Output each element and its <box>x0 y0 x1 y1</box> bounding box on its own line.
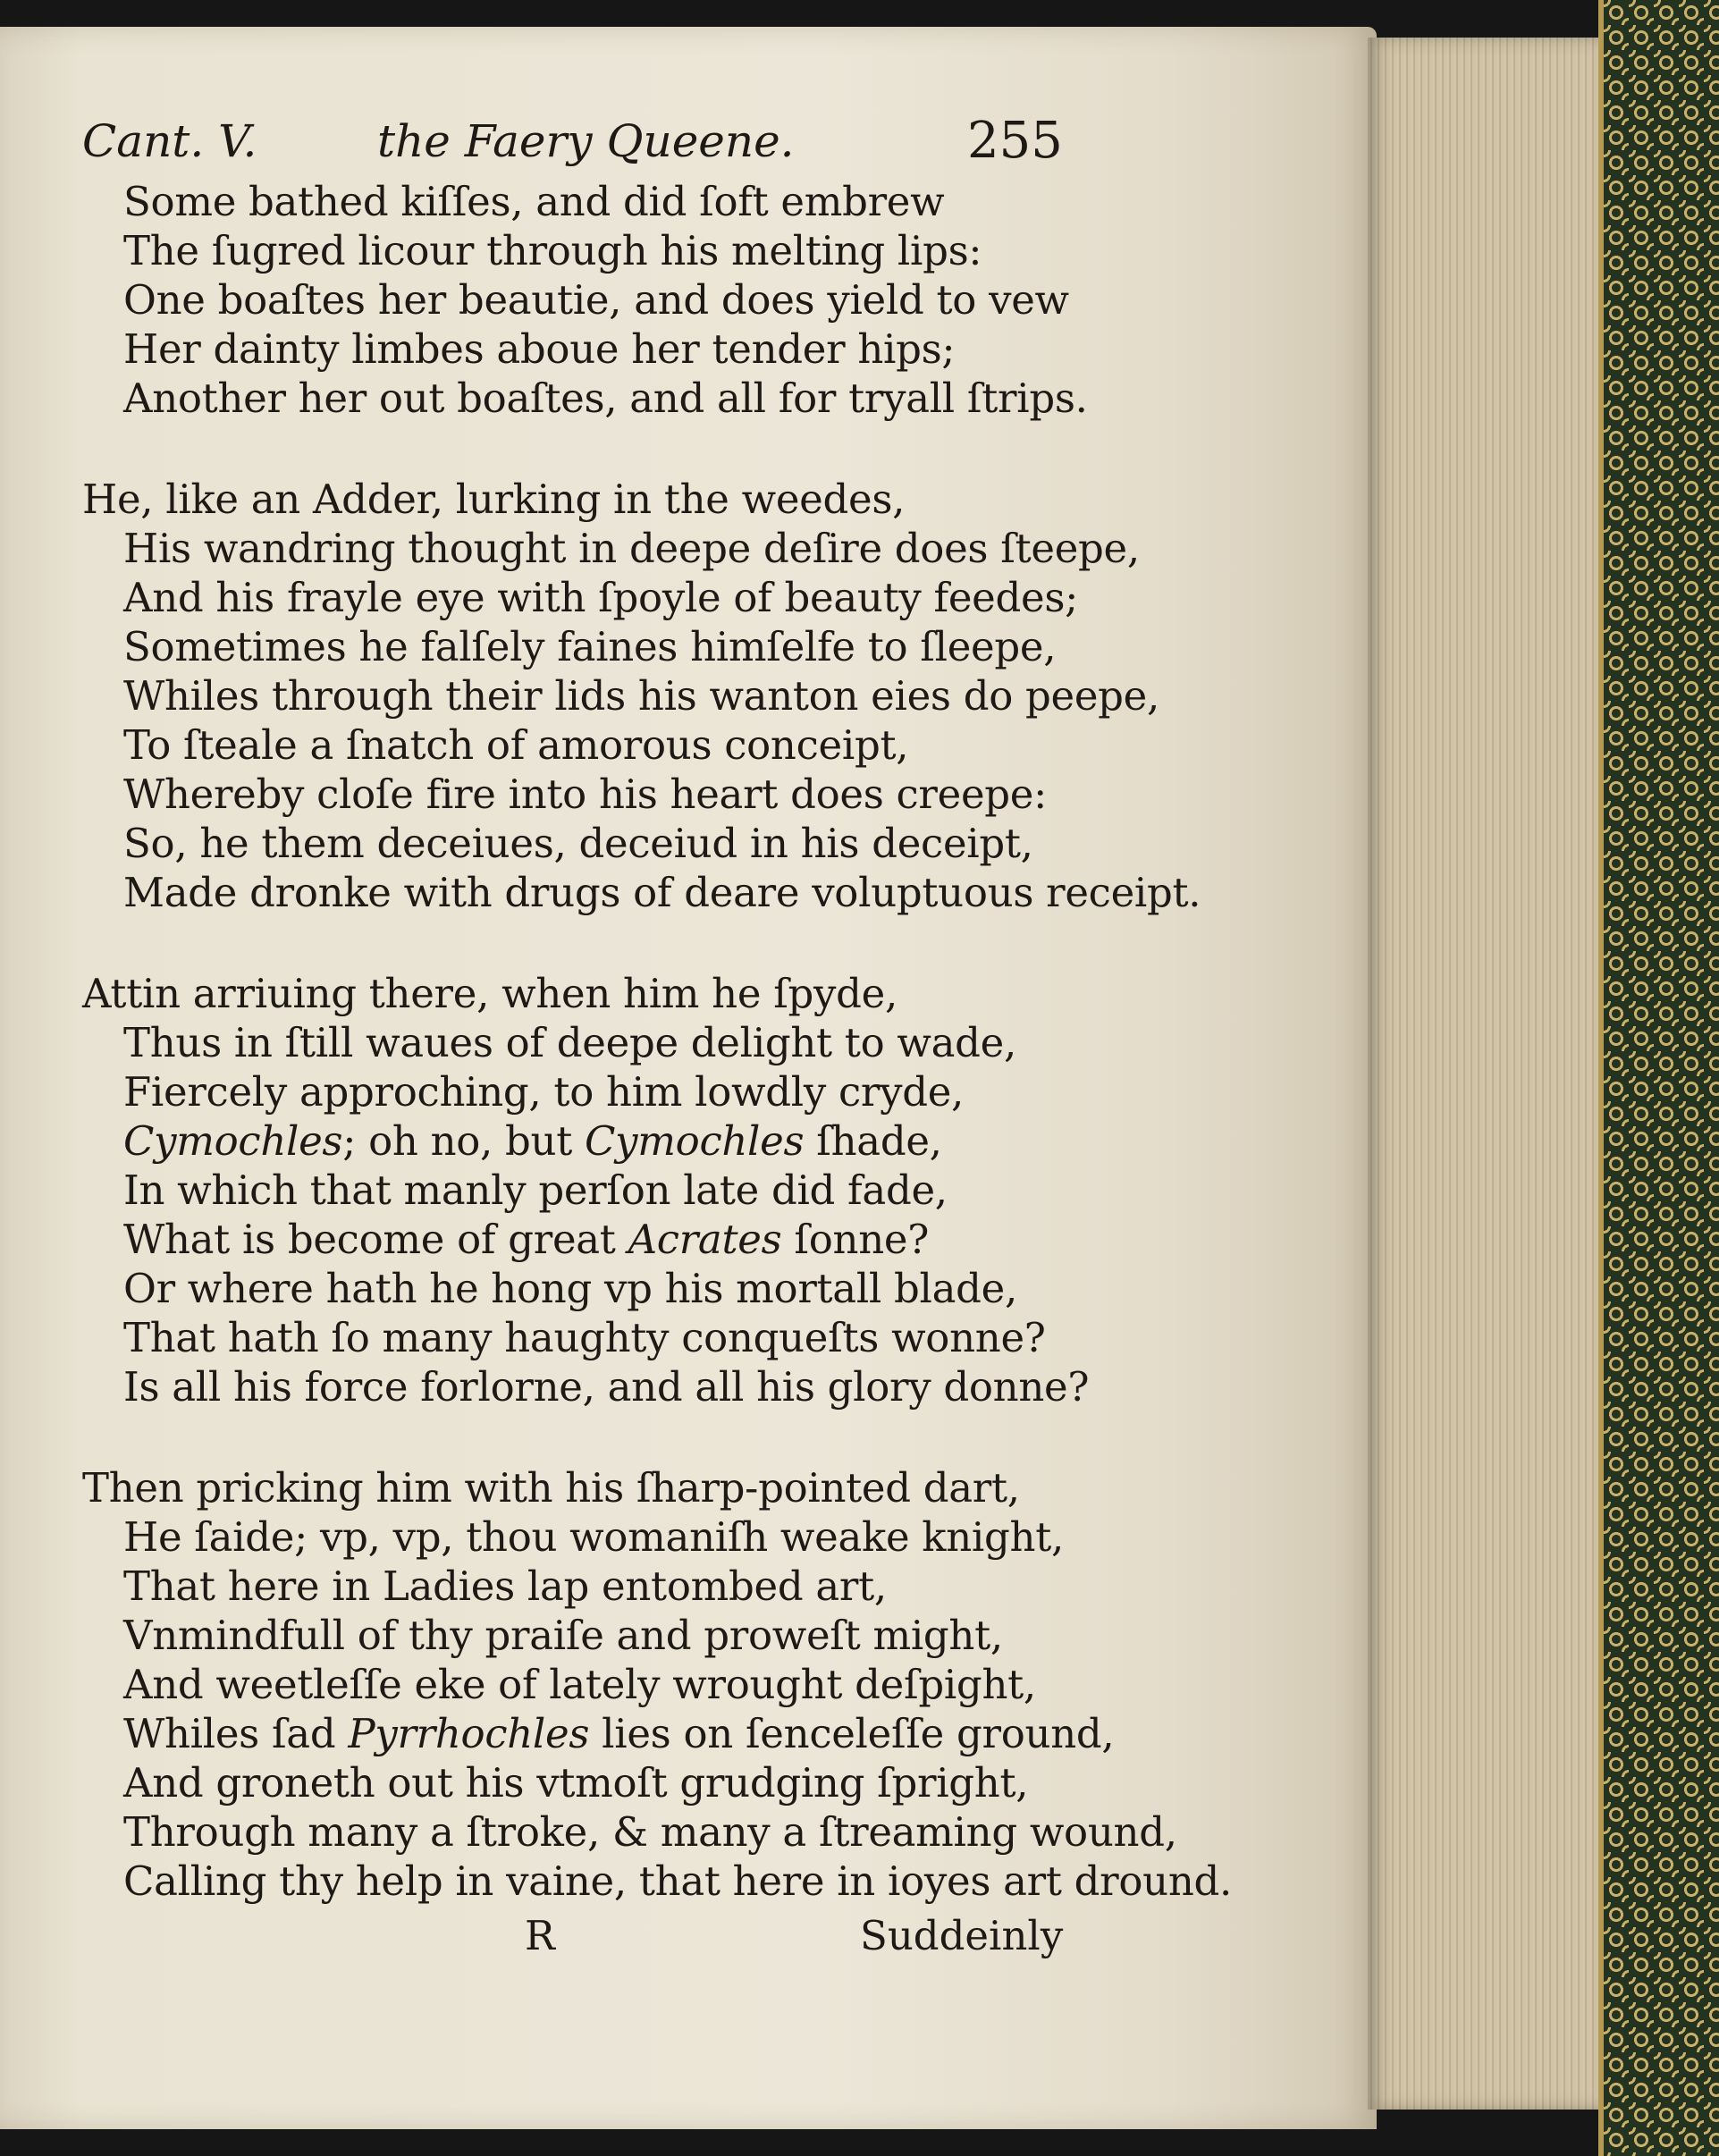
verse-line <box>82 720 1066 770</box>
italic-name: Cymochles <box>123 1117 343 1165</box>
verse-line <box>82 1166 1066 1215</box>
italic-name: Cymochles <box>585 1117 805 1165</box>
verse-line <box>82 671 1160 720</box>
page-block-edge <box>1368 38 1600 2110</box>
line-text: Whereby cloſe fire into his heart does creepe: <box>123 771 1047 818</box>
verse-line <box>82 1660 1066 1709</box>
page-footer <box>82 1909 1066 1963</box>
canto-label: Cant. V. <box>82 115 257 167</box>
verse-line <box>82 1611 1066 1660</box>
verse-line <box>82 374 1088 423</box>
line-text: Then pricking him with his ſharp-pointed dart, <box>82 1464 1020 1512</box>
running-title: the Faery Queene. <box>377 115 795 167</box>
line-text: Whiles through their lids his wanton eies do peepe, <box>123 672 1160 720</box>
line-text: Thus in ſtill waues of deepe delight to wade, <box>123 1019 1016 1066</box>
line-text: Calling thy help in vaine, that here in ioyes art dround. <box>123 1857 1233 1905</box>
verse-line <box>82 622 1066 671</box>
verse-line <box>82 1857 1233 1906</box>
verse-line <box>82 1709 1115 1758</box>
verse-line <box>82 1807 1177 1857</box>
line-text: Is all his force forlorne, and all his glory donne? <box>123 1363 1090 1411</box>
poem-body <box>82 177 1233 1906</box>
verse-line <box>82 1215 1066 1264</box>
line-text: He, like an Adder, lurking in the weedes, <box>82 476 906 523</box>
signature-mark: R <box>525 1912 555 1959</box>
line-text: Or where hath he hong vp his mortall blade, <box>123 1265 1017 1312</box>
stanza <box>82 1463 1233 1906</box>
verse-line <box>82 1313 1066 1362</box>
line-text: Some bathed kiſſes, and did ſoft embrew <box>123 178 945 225</box>
verse-line <box>82 1116 1066 1166</box>
line-text: Attin arriuing there, when him he ſpyde, <box>82 970 898 1017</box>
line-text: Another her out boaſtes, and all for tryall ſtrips. <box>123 375 1088 422</box>
line-text: ſonne? <box>781 1216 930 1263</box>
line-text: That hath ſo many haughty conqueſts wonne? <box>123 1314 1046 1361</box>
verse-line <box>82 868 1201 917</box>
line-text: Whiles ſad <box>123 1710 349 1757</box>
verse-line <box>82 1512 1066 1562</box>
line-text: To ſteale a ſnatch of amorous conceipt, <box>123 721 909 769</box>
verse-line <box>82 819 1066 868</box>
line-text: That here in Ladies lap entombed art, <box>123 1562 887 1610</box>
decorative-binding <box>1598 0 1719 2156</box>
line-text: In which that manly perſon late did fade, <box>123 1166 948 1214</box>
line-text: His wandring thought in deepe deſire does ſteepe, <box>123 525 1140 572</box>
line-text: Sometimes he falſely faines himſelfe to ſleepe, <box>123 623 1057 670</box>
line-text: One boaſtes her beautie, and does yield to vew <box>123 276 1069 324</box>
italic-name: Pyrrhochles <box>348 1710 590 1757</box>
line-text: So, he them deceiues, deceiud in his deceipt, <box>123 820 1033 867</box>
line-text: What is become of great <box>123 1216 628 1263</box>
verse-line <box>82 1758 1066 1807</box>
line-text: lies on ſenceleſſe ground, <box>589 1710 1115 1757</box>
line-text: The ſugred licour through his melting lips: <box>123 227 982 274</box>
running-head <box>82 105 1066 177</box>
verse-line <box>82 1018 1066 1067</box>
verse-line <box>82 177 1066 226</box>
line-text: ; oh no, but <box>342 1117 586 1165</box>
italic-name: Acrates <box>628 1216 782 1263</box>
page-text <box>82 105 1233 1963</box>
stanza <box>82 177 1088 423</box>
verse-line <box>82 1067 1066 1116</box>
verse-line <box>82 1362 1090 1411</box>
verse-line <box>82 324 1066 374</box>
verse-line <box>82 969 1066 1018</box>
verse-line <box>82 1562 1066 1611</box>
line-text: Made dronke with drugs of deare voluptuous receipt. <box>123 869 1201 916</box>
catchword: Suddeinly <box>860 1912 1064 1959</box>
line-text: ſhade, <box>804 1117 942 1165</box>
line-text: And his frayle eye with ſpoyle of beauty feedes; <box>123 574 1078 621</box>
verse-line <box>82 1463 1066 1512</box>
stanza <box>82 475 1201 917</box>
line-text: And groneth out his vtmoſt grudging ſpright, <box>123 1759 1029 1806</box>
line-text: He ſaide; vp, vp, thou womaniſh weake knight, <box>123 1513 1064 1561</box>
line-text: Her dainty limbes aboue her tender hips; <box>123 325 956 373</box>
verse-line <box>82 226 1066 275</box>
verse-line <box>82 573 1078 622</box>
line-text: Fiercely approching, to him lowdly cryde, <box>123 1068 965 1116</box>
verse-line <box>82 1264 1066 1313</box>
line-text: Vnmindfull of thy praiſe and proweſt might, <box>123 1612 1003 1659</box>
line-text: Through many a ſtroke, & many a ſtreaming wound, <box>123 1808 1177 1856</box>
verse-line <box>82 770 1066 819</box>
page-number: 255 <box>967 112 1063 170</box>
verse-line <box>82 275 1069 324</box>
stanza <box>82 969 1090 1411</box>
verse-line <box>82 475 1066 524</box>
line-text: And weetleſſe eke of lately wrought deſpight, <box>123 1661 1036 1708</box>
verse-line <box>82 524 1140 573</box>
